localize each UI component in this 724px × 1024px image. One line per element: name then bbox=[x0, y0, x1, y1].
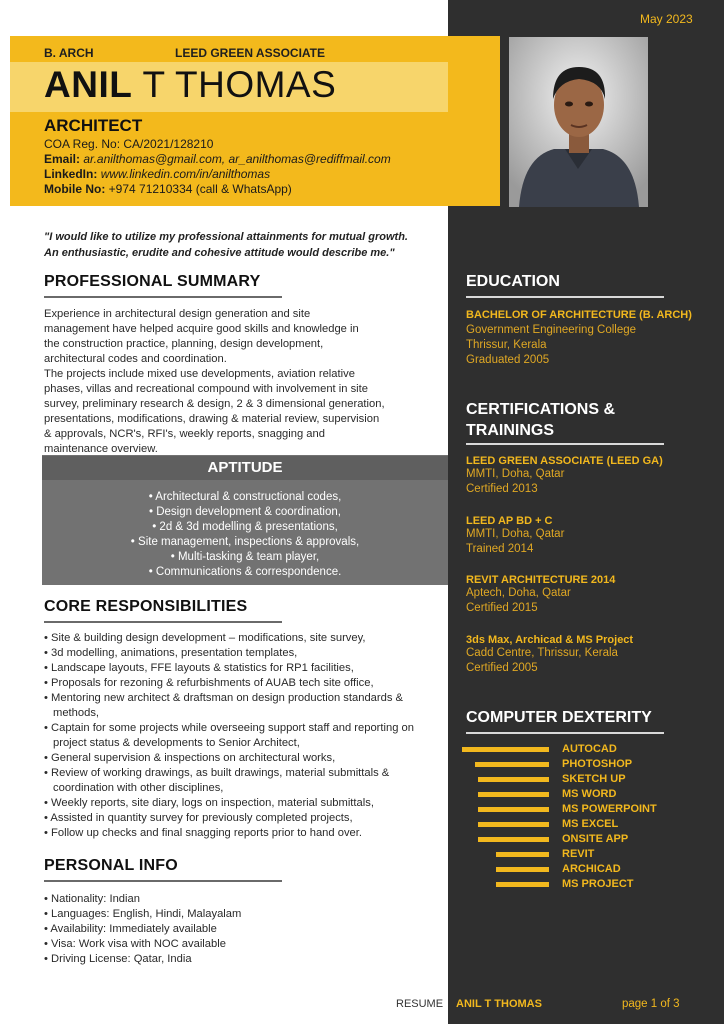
certification-title: 3ds Max, Archicad & MS Project bbox=[466, 634, 634, 646]
summary-line: Experience in architectural design generation and site bbox=[44, 308, 311, 320]
email-line bbox=[44, 152, 391, 166]
responsibilities-heading: CORE RESPONSIBILITIES bbox=[44, 598, 248, 615]
skill-label: REVIT bbox=[562, 848, 595, 860]
skill-bar bbox=[478, 777, 549, 782]
summary-line: the construction practice, planning, design development, bbox=[44, 338, 324, 350]
page-number: page 1 of 3 bbox=[622, 998, 680, 1010]
job-title: ARCHITECT bbox=[44, 116, 143, 135]
skill-label: MS POWERPOINT bbox=[562, 803, 657, 815]
aptitude-item: • Architectural & constructional codes, bbox=[148, 491, 342, 503]
responsibility-item: • Weekly reports, site diary, logs on inspection, material submittals, bbox=[44, 797, 374, 809]
coa-registration: COA Reg. No: CA/2021/128210 bbox=[44, 137, 214, 151]
linkedin-line bbox=[44, 167, 270, 181]
certifications-heading-line: TRAININGS bbox=[466, 422, 554, 439]
first-name: ANIL bbox=[44, 64, 133, 105]
aptitude-item: • Design development & coordination, bbox=[149, 506, 341, 518]
education-line: Government Engineering College bbox=[466, 324, 637, 336]
responsibility-item: • Site & building design development – modifications, site survey, bbox=[44, 632, 366, 644]
education-heading: EDUCATION bbox=[466, 273, 560, 290]
career-objective-quote bbox=[44, 229, 444, 261]
education-line: Graduated 2005 bbox=[466, 354, 550, 366]
resume-date: May 2023 bbox=[640, 12, 693, 26]
certification-institute: MMTI, Doha, Qatar bbox=[466, 468, 565, 480]
certification-institute: Cadd Centre, Thrissur, Kerala bbox=[466, 647, 618, 659]
skill-label: SKETCH UP bbox=[562, 773, 626, 785]
certification-title: LEED AP BD + C bbox=[466, 515, 553, 527]
skill-bar bbox=[462, 747, 549, 752]
mobile-value: +974 71210334 (call & WhatsApp) bbox=[108, 182, 292, 196]
quote-line: An enthusiastic, erudite and cohesive attitude would describe me." bbox=[44, 247, 395, 259]
certification-status: Certified 2015 bbox=[466, 602, 538, 614]
certification-status: Trained 2014 bbox=[466, 543, 534, 555]
footer-name: ANIL T THOMAS bbox=[456, 998, 542, 1010]
certification-status: Certified 2013 bbox=[466, 483, 538, 495]
personal-list bbox=[44, 892, 444, 967]
personal-item: • Visa: Work visa with NOC available bbox=[44, 938, 226, 950]
linkedin-label: LinkedIn: bbox=[44, 167, 98, 181]
skill-bar bbox=[478, 837, 549, 842]
email-value[interactable]: ar.anilthomas@gmail.com, ar_anilthomas@rediffmail.com bbox=[83, 152, 391, 166]
aptitude-item: • 2d & 3d modelling & presentations, bbox=[152, 521, 338, 533]
personal-item: • Nationality: Indian bbox=[44, 893, 140, 905]
summary-rule bbox=[44, 296, 282, 298]
personal-item: • Availability: Immediately available bbox=[44, 923, 217, 935]
certifications-rule bbox=[466, 443, 664, 445]
summary-line: presentations, modifications, drawing & material review, supervision bbox=[44, 413, 380, 425]
skill-bar bbox=[496, 852, 549, 857]
certification-entry bbox=[466, 634, 633, 676]
footer-label: RESUME bbox=[396, 998, 444, 1010]
responsibility-item: • 3d modelling, animations, presentation templates, bbox=[44, 647, 298, 659]
responsibility-item: • Review of working drawings, as built drawings, material submittals & coordination with other disciplines, bbox=[44, 767, 390, 794]
skill-bar bbox=[478, 807, 549, 812]
summary-line: management have helped acquire good skills and knowledge in bbox=[44, 323, 359, 335]
certification-institute: Aptech, Doha, Qatar bbox=[466, 587, 571, 599]
summary-line: phases, villas and recreational compound with involvement in site bbox=[44, 383, 368, 395]
summary-line: The projects include mixed use developments, aviation relative bbox=[44, 368, 355, 380]
skill-label: AUTOCAD bbox=[562, 743, 617, 755]
skill-bar bbox=[475, 762, 549, 767]
personal-item: • Driving License: Qatar, India bbox=[44, 953, 192, 965]
summary-line: maintenance overview. bbox=[44, 443, 158, 455]
responsibility-item: • Mentoring new architect & draftsman on design production standards & methods, bbox=[44, 692, 404, 719]
responsibilities-list bbox=[44, 631, 444, 841]
portrait-image bbox=[509, 37, 648, 207]
skill-bar bbox=[496, 882, 549, 887]
summary-line: survey, preliminary research & design, 2 & 3 dimensional generation, bbox=[44, 398, 385, 410]
certification-title: LEED GREEN ASSOCIATE (LEED GA) bbox=[466, 455, 663, 467]
last-name: T THOMAS bbox=[142, 64, 337, 105]
skill-label: MS EXCEL bbox=[562, 818, 619, 830]
certification-status: Certified 2005 bbox=[466, 662, 538, 674]
education-details bbox=[466, 323, 636, 368]
responsibilities-rule bbox=[44, 621, 282, 623]
education-rule bbox=[466, 296, 664, 298]
skill-bar bbox=[496, 867, 549, 872]
aptitude-list bbox=[42, 490, 448, 580]
candidate-name bbox=[44, 64, 336, 106]
summary-heading: PROFESSIONAL SUMMARY bbox=[44, 273, 261, 290]
certifications-heading bbox=[466, 399, 615, 441]
certification-title: REVIT ARCHITECTURE 2014 bbox=[466, 574, 616, 586]
responsibility-item: • Landscape layouts, FFE layouts & statistics for RP1 facilities, bbox=[44, 662, 354, 674]
summary-line: architectural codes and coordination. bbox=[44, 353, 227, 365]
education-degree: BACHELOR OF ARCHITECTURE (B. ARCH) bbox=[466, 309, 692, 321]
personal-item: • Languages: English, Hindi, Malayalam bbox=[44, 908, 242, 920]
responsibility-item: • Follow up checks and final snagging reports prior to hand over. bbox=[44, 827, 362, 839]
skill-label: MS PROJECT bbox=[562, 878, 634, 890]
aptitude-item: • Site management, inspections & approvals, bbox=[130, 536, 360, 548]
aptitude-heading: APTITUDE bbox=[42, 456, 448, 480]
certifications-heading-line: CERTIFICATIONS & bbox=[466, 401, 616, 418]
responsibility-item: • Assisted in quantity survey for previously completed projects, bbox=[44, 812, 353, 824]
certification-entry bbox=[466, 574, 615, 616]
education-line: Thrissur, Kerala bbox=[466, 339, 547, 351]
degree-label: B. ARCH bbox=[44, 46, 94, 60]
responsibility-item: • Captain for some projects while overseeing support staff and reporting on project status & developments to Senior Architect, bbox=[44, 722, 414, 749]
aptitude-item: • Multi-tasking & team player, bbox=[170, 551, 320, 563]
mobile-label: Mobile No: bbox=[44, 182, 106, 196]
summary-line: & approvals, NCR's, RFI's, weekly reports, snagging and bbox=[44, 428, 325, 440]
certification-institute: MMTI, Doha, Qatar bbox=[466, 528, 565, 540]
certification-entry bbox=[466, 515, 564, 557]
skill-label: ONSITE APP bbox=[562, 833, 629, 845]
quote-line: "I would like to utilize my professional attainments for mutual growth. bbox=[44, 231, 408, 243]
skill-label: ARCHICAD bbox=[562, 863, 621, 875]
skill-label: PHOTOSHOP bbox=[562, 758, 633, 770]
skill-bar bbox=[478, 822, 549, 827]
skills-heading: COMPUTER DEXTERITY bbox=[466, 709, 652, 726]
email-label: Email: bbox=[44, 152, 81, 166]
personal-rule bbox=[44, 880, 282, 882]
certification-entry bbox=[466, 455, 663, 497]
skill-label: MS WORD bbox=[562, 788, 617, 800]
linkedin-value[interactable]: www.linkedin.com/in/anilthomas bbox=[100, 167, 271, 181]
responsibility-item: • Proposals for rezoning & refurbishments of AUAB tech site office, bbox=[44, 677, 374, 689]
mobile-line bbox=[44, 182, 292, 196]
aptitude-item: • Communications & correspondence. bbox=[148, 566, 342, 578]
responsibility-item: • General supervision & inspections on architectural works, bbox=[44, 752, 336, 764]
profile-photo bbox=[509, 37, 648, 207]
personal-heading: PERSONAL INFO bbox=[44, 857, 178, 874]
skills-rule bbox=[466, 732, 664, 734]
skill-bar bbox=[478, 792, 549, 797]
credential-label: LEED GREEN ASSOCIATE bbox=[175, 46, 326, 60]
summary-text bbox=[44, 307, 444, 457]
